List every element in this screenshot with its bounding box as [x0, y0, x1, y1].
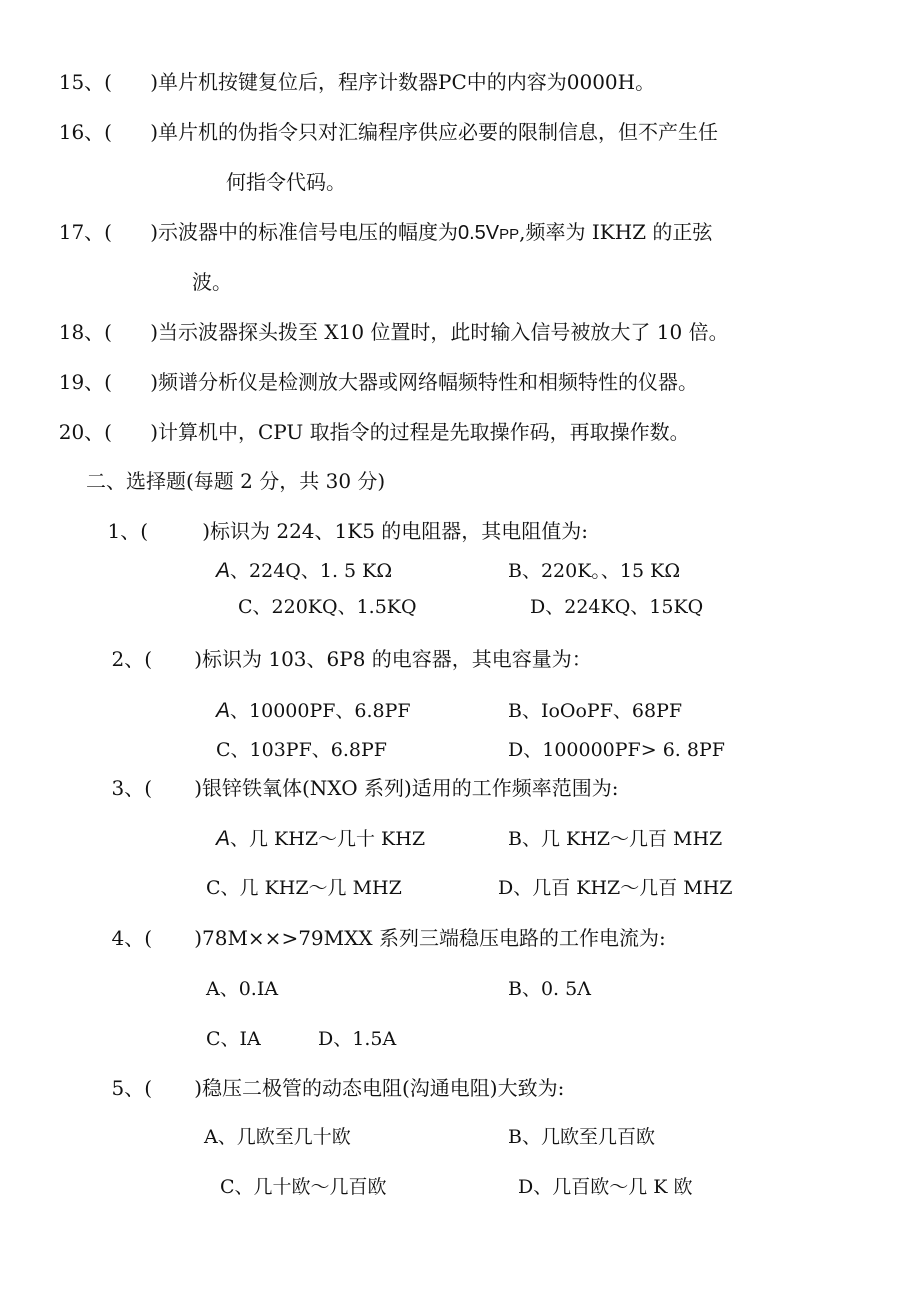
- question-number: 19、(: [58, 370, 112, 394]
- question-text: 78M××>79MXX 系列三端稳压电路的工作电流为:: [202, 926, 666, 950]
- question-text: 频谱分析仪是检测放大器或网络幅频特性和相频特性的仪器。: [158, 370, 698, 394]
- question-17: [0, 218, 712, 249]
- option-c: C、几 KHZ～几 MHZ: [206, 877, 402, 899]
- question-text: 稳压二极管的动态电阻(沟通电阻)大致为:: [202, 1076, 565, 1100]
- question-text: 银锌铁氧体(NXO 系列)适用的工作频率范围为:: [202, 776, 619, 800]
- choice-question-5: [0, 1074, 564, 1102]
- question-text: 标识为 103、6P8 的电容器，其电容量为：: [202, 647, 592, 671]
- option-b: B、220K。、15 KΩ: [508, 560, 681, 582]
- question-text: 计算机中，CPU 取指令的过程是先取操作码，再取操作数。: [158, 420, 690, 444]
- option-b: B、几 KHZ～几百 MHZ: [508, 828, 723, 850]
- question-text-continued: 波。: [192, 270, 232, 294]
- voltage-subscript: PP: [499, 226, 520, 243]
- question-18: [0, 318, 729, 346]
- section-heading: 二、选择题(每题 2 分，共 30 分): [86, 469, 386, 493]
- question-text: 单片机按键复位后，程序计数器PC中的内容为0000H。: [158, 70, 656, 94]
- question-text: 当示波器探头拨至 X10 位置时，此时输入信号被放大了 10 倍。: [158, 320, 729, 344]
- question-text: 单片机的伪指令只对汇编程序供应必要的限制信息，但不产生任: [158, 120, 718, 144]
- question-text: 示波器中的标准信号电压的幅度为: [158, 220, 458, 244]
- option-b: B、IoOoPF、68PF: [508, 700, 683, 722]
- voltage-value: 0.5V: [458, 222, 500, 244]
- answer-blank: ): [150, 70, 158, 94]
- choice-question-4: [0, 924, 666, 952]
- question-15: [0, 68, 655, 96]
- question-number: 3、(: [111, 776, 152, 800]
- option-a: A、几欧至几十欧: [204, 1126, 351, 1148]
- answer-blank: ): [150, 370, 158, 394]
- answer-blank: ): [150, 320, 158, 344]
- question-text: ,频率为 IKHZ 的正弦: [519, 220, 713, 244]
- option-letter: A: [216, 559, 231, 582]
- question-number: 2、(: [111, 647, 152, 671]
- answer-blank: ): [150, 220, 158, 244]
- option-a: A、0.IA: [206, 978, 279, 1000]
- option-d: D、224KQ、15KQ: [530, 596, 704, 618]
- question-16: [0, 118, 718, 146]
- option-c: C、220KQ、1.5KQ: [238, 596, 417, 618]
- answer-blank: ): [194, 776, 202, 800]
- option-d: D、几百欧～几 K 欧: [518, 1176, 693, 1198]
- option-a: [216, 557, 392, 585]
- answer-blank: ): [194, 1076, 202, 1100]
- answer-blank: ): [202, 519, 210, 543]
- question-text: 标识为 224、1K5 的电阻器，其电阻值为:: [210, 519, 589, 543]
- choice-question-2: [0, 645, 592, 673]
- option-d: D、100000PF> 6. 8PF: [508, 739, 725, 761]
- choice-question-1: [0, 517, 588, 545]
- answer-blank: ): [150, 120, 158, 144]
- option-b: B、0. 5Λ: [508, 978, 591, 1000]
- question-number: 5、(: [111, 1076, 152, 1100]
- option-letter: A: [216, 699, 231, 722]
- question-number: 20、(: [58, 420, 112, 444]
- option-c: C、103PF、6.8PF: [216, 739, 387, 761]
- question-20: [0, 418, 690, 446]
- question-number: 15、(: [58, 70, 112, 94]
- option-c: C、几十欧～几百欧: [220, 1176, 387, 1198]
- question-number: 1、(: [107, 519, 148, 543]
- option-a: [216, 825, 425, 853]
- option-text: 、224Q、1. 5 KΩ: [230, 560, 393, 582]
- option-text: 、几 KHZ～几十 KHZ: [230, 828, 426, 850]
- option-b: B、几欧至几百欧: [508, 1126, 655, 1148]
- answer-blank: ): [150, 420, 158, 444]
- option-d: D、几百 KHZ～几百 MHZ: [498, 877, 733, 899]
- option-c: C、IA: [206, 1028, 261, 1050]
- question-number: 17、(: [58, 220, 112, 244]
- question-number: 18、(: [58, 320, 112, 344]
- option-text: 、10000PF、6.8PF: [230, 700, 411, 722]
- answer-blank: ): [194, 647, 202, 671]
- question-number: 4、(: [111, 926, 152, 950]
- choice-question-3: [0, 774, 618, 802]
- answer-blank: ): [194, 926, 202, 950]
- option-a: [216, 697, 411, 725]
- option-d: D、1.5A: [318, 1028, 397, 1050]
- question-19: [0, 368, 698, 396]
- question-text-continued: 何指令代码。: [226, 170, 346, 194]
- option-letter: A: [216, 827, 231, 850]
- question-number: 16、(: [58, 120, 112, 144]
